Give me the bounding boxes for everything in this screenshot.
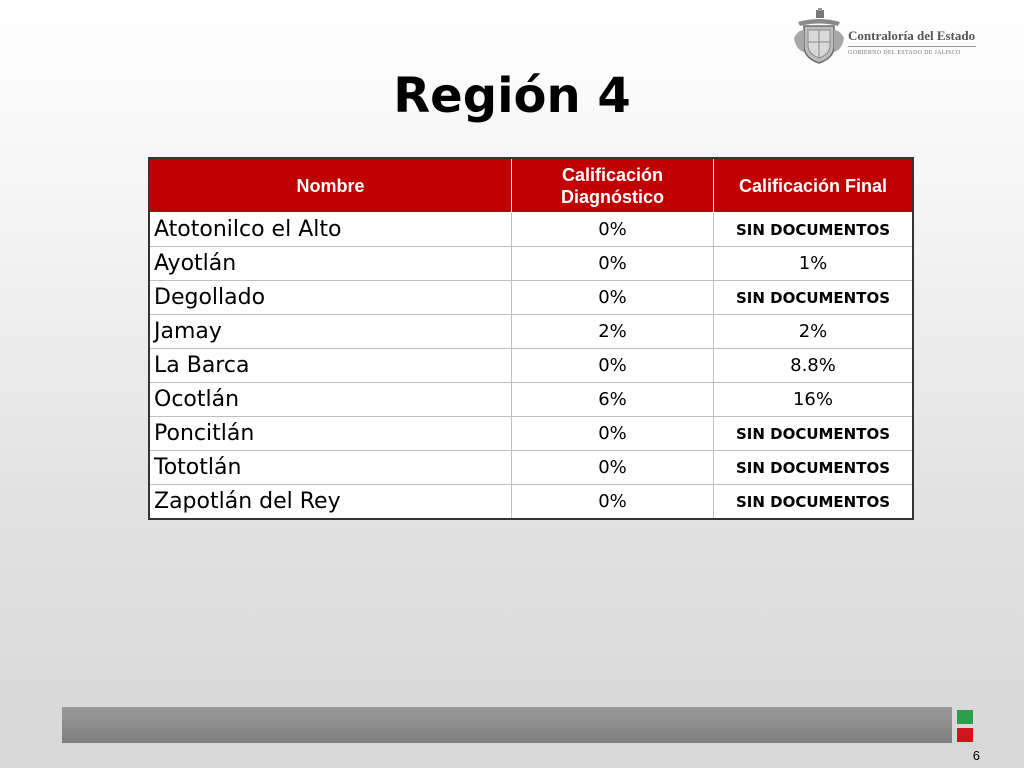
cell-nombre: Jamay — [149, 315, 512, 349]
table-row — [149, 247, 913, 281]
cell-nombre: Ayotlán — [149, 247, 512, 281]
footer-bar — [62, 707, 952, 743]
contraloria-logo — [792, 8, 982, 66]
cell-final: 16% — [714, 383, 914, 417]
cell-diagnostico: 0% — [512, 485, 714, 520]
header-nombre: Nombre — [149, 158, 512, 213]
cell-nombre: Tototlán — [149, 451, 512, 485]
cell-diagnostico: 0% — [512, 281, 714, 315]
jalisco-coat-of-arms-icon — [792, 8, 846, 66]
cell-final: 2% — [714, 315, 914, 349]
table-row — [149, 349, 913, 383]
table-row — [149, 281, 913, 315]
cell-final: SIN DOCUMENTOS — [714, 417, 914, 451]
header-calificacion-final: Calificación Final — [714, 158, 914, 213]
cell-final: SIN DOCUMENTOS — [714, 281, 914, 315]
logo-subtitle: GOBIERNO DEL ESTADO DE JALISCO — [848, 50, 961, 56]
cell-final: SIN DOCUMENTOS — [714, 451, 914, 485]
table-row — [149, 383, 913, 417]
cell-diagnostico: 0% — [512, 417, 714, 451]
cell-final: SIN DOCUMENTOS — [714, 485, 914, 520]
table-row — [149, 315, 913, 349]
cell-diagnostico: 6% — [512, 383, 714, 417]
page-title: Región 4 — [393, 68, 631, 124]
cell-nombre: Degollado — [149, 281, 512, 315]
cell-diagnostico: 0% — [512, 213, 714, 247]
page-number: 6 — [972, 748, 980, 763]
cell-diagnostico: 2% — [512, 315, 714, 349]
cell-nombre: Poncitlán — [149, 417, 512, 451]
cell-nombre: Atotonilco el Alto — [149, 213, 512, 247]
cell-diagnostico: 0% — [512, 451, 714, 485]
cell-final: 8.8% — [714, 349, 914, 383]
cell-final: 1% — [714, 247, 914, 281]
region-table — [148, 157, 914, 520]
cell-final: SIN DOCUMENTOS — [714, 213, 914, 247]
cell-diagnostico: 0% — [512, 349, 714, 383]
table-row — [149, 485, 913, 520]
logo-divider — [848, 46, 976, 47]
table-row — [149, 451, 913, 485]
table-header-row — [149, 158, 913, 213]
cell-nombre: Zapotlán del Rey — [149, 485, 512, 520]
green-square-decoration — [957, 710, 973, 724]
cell-nombre: Ocotlán — [149, 383, 512, 417]
table-row — [149, 213, 913, 247]
cell-nombre: La Barca — [149, 349, 512, 383]
cell-diagnostico: 0% — [512, 247, 714, 281]
red-square-decoration — [957, 728, 973, 742]
logo-name: Contraloría del Estado — [848, 28, 976, 43]
header-calificacion-diagnostico: Calificación Diagnóstico — [512, 158, 714, 213]
table-row — [149, 417, 913, 451]
